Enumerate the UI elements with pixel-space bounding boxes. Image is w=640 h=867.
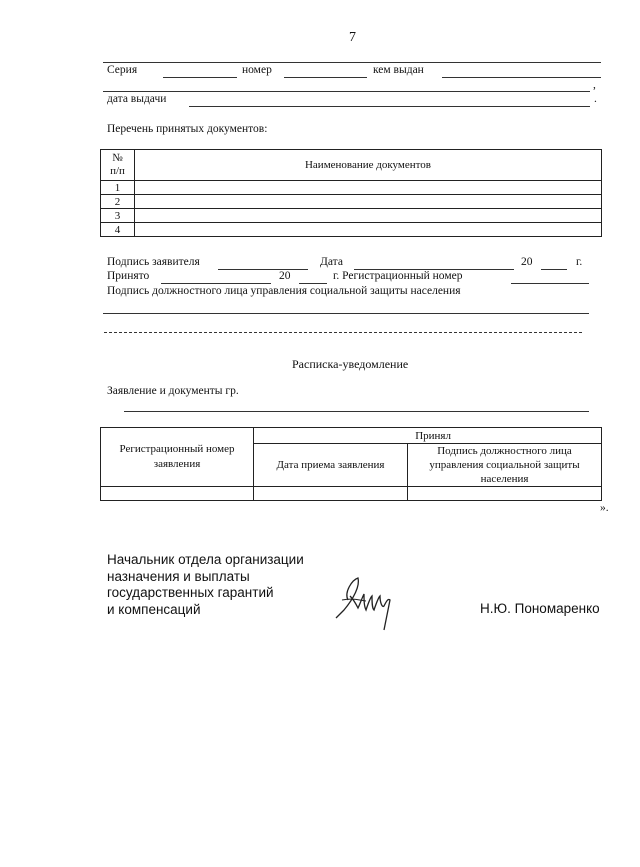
col-header-reg-label: Регистрационный номер заявления — [119, 443, 235, 470]
applicant-signature-field[interactable] — [218, 269, 308, 270]
issued-by-field[interactable] — [442, 77, 601, 78]
col-header-name: Наименование документов — [135, 150, 602, 181]
table-row-no: 1 — [101, 181, 135, 195]
table-row-no: 3 — [101, 209, 135, 223]
period-mark: . — [594, 93, 597, 105]
accepted-date-field[interactable] — [161, 283, 271, 284]
accepted-year-field[interactable] — [299, 283, 327, 284]
reg-number-label: г. Регистрационный номер — [333, 270, 463, 282]
position-line: Начальник отдела организации — [107, 552, 304, 567]
signatory-position — [107, 552, 304, 618]
handwritten-signature — [330, 570, 402, 634]
issued-by-field-2[interactable] — [103, 91, 590, 92]
col-header-no-label: № п/п — [110, 152, 125, 177]
table-row-no: 2 — [101, 195, 135, 209]
official-signature-label: Подпись должностного лица управления социальной защиты населения — [107, 285, 461, 297]
reg-number-field[interactable] — [511, 283, 589, 284]
receipt-table — [100, 427, 602, 501]
cut-line — [104, 332, 582, 333]
series-label: Серия — [107, 64, 138, 76]
number-label: номер — [242, 64, 272, 76]
series-field[interactable] — [163, 77, 237, 78]
receipt-intro: Заявление и документы гр. — [107, 385, 239, 397]
issue-date-field[interactable] — [189, 106, 590, 107]
date-label: Дата — [320, 256, 343, 268]
top-rule — [103, 62, 601, 63]
docs-list-title: Перечень принятых документов: — [107, 123, 268, 135]
col-header-no — [101, 150, 135, 181]
table-row-no: 4 — [101, 223, 135, 237]
official-signature-field[interactable] — [103, 313, 589, 314]
number-field[interactable] — [284, 77, 367, 78]
table-cell[interactable] — [101, 487, 254, 501]
table-cell[interactable] — [135, 209, 602, 223]
position-line: государственных гарантий — [107, 585, 274, 600]
year-prefix: 20 — [521, 256, 533, 268]
accepted-year-prefix: 20 — [279, 270, 291, 282]
accepted-label: Принято — [107, 270, 150, 282]
applicant-signature-label: Подпись заявителя — [107, 256, 200, 268]
year-field[interactable] — [541, 269, 567, 270]
table-cell[interactable] — [135, 195, 602, 209]
table-cell[interactable] — [254, 487, 408, 501]
position-line: и компенсаций — [107, 601, 201, 617]
col-header-reg — [101, 428, 254, 487]
signatory-name: Н.Ю. Пономаренко — [480, 601, 600, 616]
col-header-official-label: Подпись должностного лица управления социальной защиты населения — [429, 445, 580, 485]
comma-mark: , — [593, 79, 596, 91]
col-header-official — [408, 444, 602, 487]
docs-table — [100, 149, 602, 237]
issued-by-label: кем выдан — [373, 64, 424, 76]
table-cell[interactable] — [135, 223, 602, 237]
page-number: 7 — [349, 30, 356, 45]
col-header-accepted: Принял — [254, 428, 602, 444]
table-cell[interactable] — [135, 181, 602, 195]
receipt-title: Расписка-уведомление — [292, 357, 409, 371]
closing-quote: ». — [600, 502, 609, 514]
position-line: назначения и выплаты — [107, 568, 250, 584]
issue-date-label: дата выдачи — [107, 93, 167, 105]
year-suffix: г. — [576, 256, 583, 268]
receipt-name-field[interactable] — [124, 411, 589, 412]
col-header-date: Дата приема заявления — [254, 444, 408, 487]
table-cell[interactable] — [408, 487, 602, 501]
